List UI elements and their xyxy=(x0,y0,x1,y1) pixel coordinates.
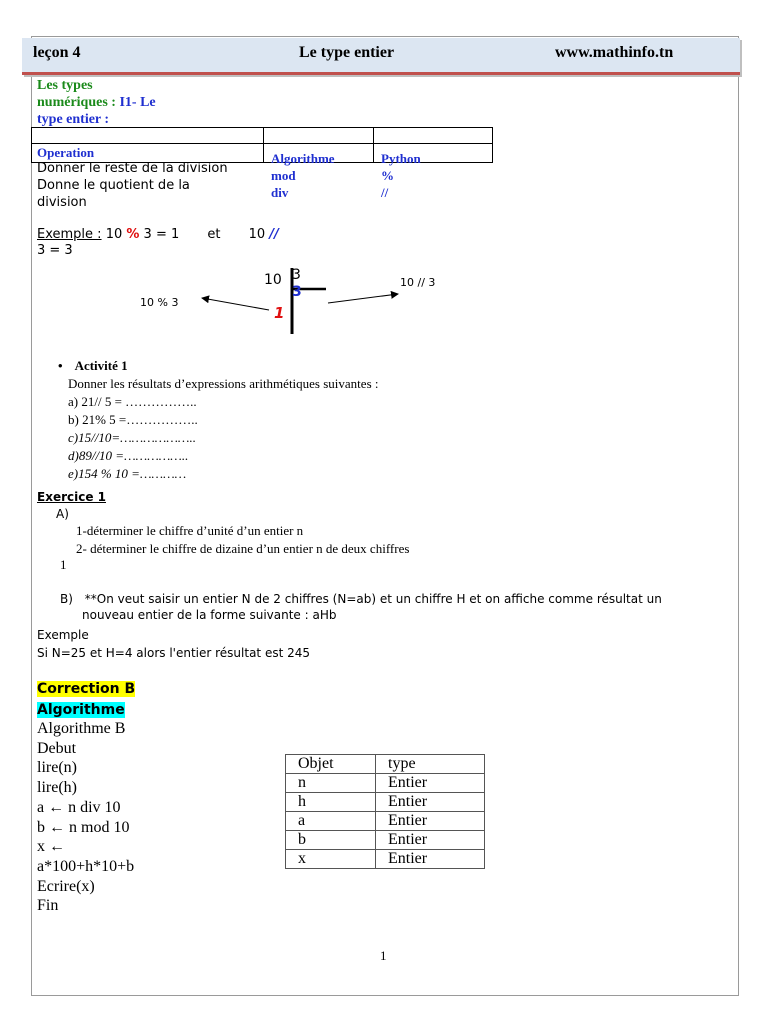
correction-headings xyxy=(37,679,135,721)
activity-item-d: d)89//10 =…………….. xyxy=(68,448,189,463)
ops-header-python: Python xyxy=(381,151,421,166)
objects-cell-name: b xyxy=(286,831,376,850)
activity-item-b: b) 21% 5 =…………….. xyxy=(68,412,198,427)
exercise-a-item-1: 1-déterminer le chiffre d’unité d’un entier n xyxy=(76,523,304,538)
table-row xyxy=(286,812,485,831)
intro-line-2b: I1- Le xyxy=(115,95,156,110)
intro-line-2: numériques : xyxy=(37,95,116,110)
objects-table xyxy=(285,754,485,869)
algo-line-7: x ← xyxy=(37,838,65,856)
activity-item-a: a) 21// 5 = …………….. xyxy=(68,394,197,409)
exercise-title: Exercice 1 xyxy=(37,490,106,504)
objects-cell-type: Entier xyxy=(376,831,485,850)
ops-algo-mod: mod xyxy=(271,168,296,183)
example-expr1-b: 3 = 1 xyxy=(143,227,180,242)
exercise-part-b xyxy=(60,590,662,608)
activity-block xyxy=(58,357,379,483)
exercise-example-text: Si N=25 et H=4 alors l'entier résultat est 245 xyxy=(37,646,311,660)
table-row xyxy=(286,793,485,812)
objects-header-objet: Objet xyxy=(286,755,376,774)
algo-line-4: lire(h) xyxy=(37,779,77,797)
exercise-part-b-label: B) xyxy=(60,592,73,606)
exercise-part-a: A) xyxy=(56,507,69,521)
ops-python-column xyxy=(381,150,421,201)
ops-description: Donner le reste de la division Donne le quotient de la division xyxy=(37,161,228,210)
objects-cell-type: Entier xyxy=(376,793,485,812)
example-connector: et xyxy=(207,227,221,242)
objects-cell-name: x xyxy=(286,850,376,869)
example-expr2-result: 3 = 3 xyxy=(37,243,73,258)
division-remainder: 1 xyxy=(274,304,285,322)
example-expr2-a: 10 xyxy=(248,227,266,242)
section-intro xyxy=(37,77,156,128)
bullet-icon: • xyxy=(58,358,63,373)
exercise-a-list xyxy=(76,522,409,558)
division-diagram xyxy=(130,262,450,338)
ops-python-div: // xyxy=(381,185,389,200)
site-url: www.mathinfo.tn xyxy=(555,44,674,61)
arrow-to-quotient xyxy=(328,294,398,303)
ops-algorithm-column xyxy=(271,150,335,201)
activity-item-e: e)154 % 10 =………… xyxy=(68,466,187,481)
exercise-example xyxy=(37,626,310,662)
objects-cell-type: Entier xyxy=(376,812,485,831)
objects-header-type: type xyxy=(376,755,485,774)
operations-table xyxy=(31,127,493,163)
example-expr1-op: % xyxy=(126,227,140,242)
algo-line-3: lire(n) xyxy=(37,759,77,777)
division-dividend: 10 xyxy=(264,272,282,288)
algorithm-listing xyxy=(37,719,134,916)
objects-table-header xyxy=(286,755,485,774)
intro-line-1: Les types xyxy=(37,78,93,93)
intro-line-3: type entier : xyxy=(37,112,110,127)
table-row xyxy=(286,850,485,869)
algo-line-9: Ecrire(x) xyxy=(37,877,95,895)
activity-title: Activité 1 xyxy=(74,358,128,373)
exercise-a-item-3: 1 xyxy=(60,557,67,572)
algo-line-2: Debut xyxy=(37,739,77,757)
objects-cell-type: Entier xyxy=(376,774,485,793)
example-expr1-a: 10 xyxy=(105,227,123,242)
arrow-to-modulo xyxy=(202,298,269,310)
correction-subtitle: Algorithme xyxy=(37,702,125,718)
objects-cell-name: h xyxy=(286,793,376,812)
algo-line-8: a*100+h*10+b xyxy=(37,857,135,875)
division-modulo-label: 10 % 3 xyxy=(140,296,179,309)
example-block xyxy=(37,227,279,259)
activity-instruction: Donner les résultats d’expressions arithmétiques suivantes : xyxy=(68,376,379,391)
table-row xyxy=(286,831,485,850)
algo-line-5: a ← n div 10 xyxy=(37,798,121,816)
division-quotient: 3 xyxy=(292,284,302,300)
algo-line-10: Fin xyxy=(37,897,59,915)
page-number: 1 xyxy=(380,948,387,963)
example-label: Exemple : xyxy=(37,227,102,242)
page-title: Le type entier xyxy=(299,44,395,61)
exercise-b-line-1: **On veut saisir un entier N de 2 chiffres (N=ab) et un chiffre H et on affiche comme résultat un xyxy=(84,592,662,606)
example-expr2-op: // xyxy=(269,227,279,242)
ops-python-mod: % xyxy=(381,168,394,183)
ops-header-operation: Operation xyxy=(37,145,95,160)
algo-line-6: b ← n mod 10 xyxy=(37,818,130,836)
algo-line-1: Algorithme B xyxy=(37,720,126,737)
lesson-label: leçon 4 xyxy=(33,44,81,61)
ops-header-algorithme: Algorithme xyxy=(271,151,335,166)
exercise-example-label: Exemple xyxy=(37,628,89,642)
objects-cell-name: a xyxy=(286,812,376,831)
activity-item-c: c)15//10=……………….. xyxy=(68,430,196,445)
correction-title: Correction B xyxy=(37,681,136,697)
exercise-a-item-2: 2- déterminer le chiffre de dizaine d’un entier n de deux chiffres xyxy=(76,541,410,556)
exercise-b-line-2: nouveau entier de la forme suivante : aHb xyxy=(82,608,337,622)
division-divisor: 3 xyxy=(292,267,301,283)
objects-cell-type: Entier xyxy=(376,850,485,869)
objects-cell-name: n xyxy=(286,774,376,793)
page-header xyxy=(22,38,740,75)
table-row xyxy=(286,774,485,793)
ops-algo-div: div xyxy=(271,185,289,200)
division-quotient-label: 10 // 3 xyxy=(400,276,436,289)
